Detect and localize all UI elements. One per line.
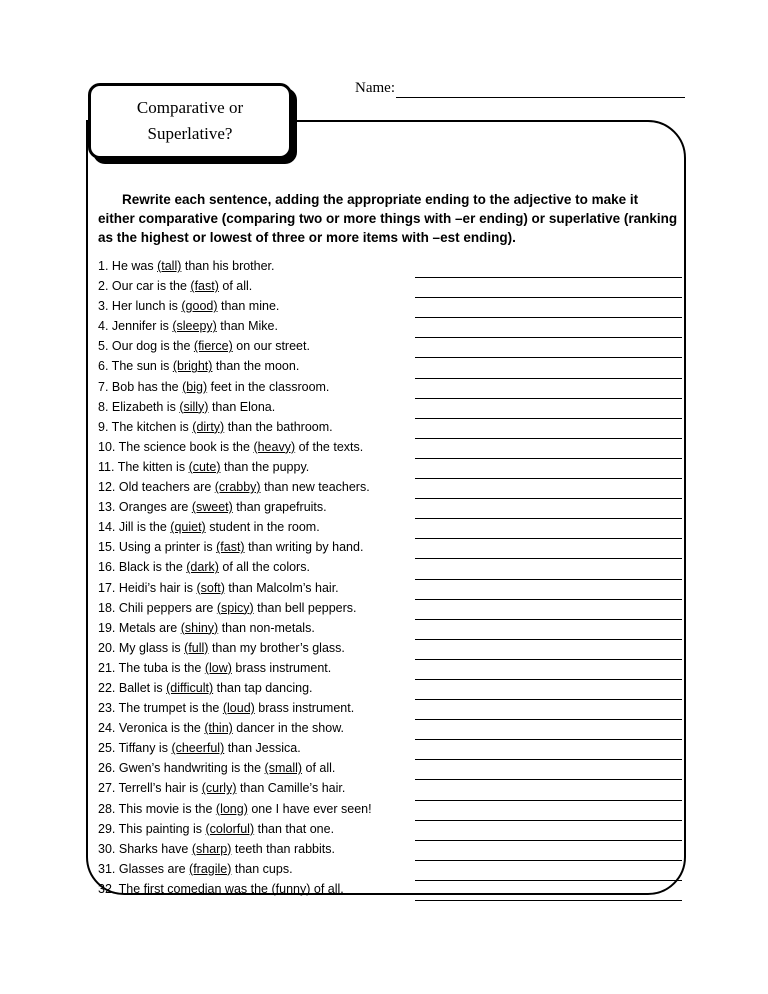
item-adjective: (cute) xyxy=(188,459,221,474)
answer-line[interactable] xyxy=(415,720,682,740)
answer-line[interactable] xyxy=(415,439,682,459)
answer-line[interactable] xyxy=(415,580,682,600)
item-number: 1. xyxy=(98,259,109,273)
item-text-after: of all. xyxy=(218,279,253,294)
answer-line[interactable] xyxy=(415,821,682,841)
item-text-before: Jennifer is xyxy=(108,319,173,334)
answer-line[interactable] xyxy=(415,419,682,439)
item-text-after: than new teachers. xyxy=(260,480,370,495)
item-adjective: (fierce) xyxy=(193,339,233,354)
item-number: 11. xyxy=(98,459,115,474)
answer-line[interactable] xyxy=(415,841,682,861)
item-number: 9. xyxy=(98,419,109,434)
list-item xyxy=(98,397,415,417)
item-text-before: The first comedian was the xyxy=(115,881,272,896)
item-number: 24. xyxy=(98,721,116,736)
item-number: 19. xyxy=(98,620,116,635)
item-adjective: (sleepy) xyxy=(172,319,217,334)
item-text-after: than grapefruits. xyxy=(232,500,327,515)
item-adjective: (difficult) xyxy=(166,680,214,695)
item-number: 3. xyxy=(98,299,109,314)
item-number: 29. xyxy=(98,821,116,836)
item-number: 20. xyxy=(98,640,116,655)
item-adjective: (full) xyxy=(184,640,209,655)
list-item xyxy=(98,598,415,618)
answer-line[interactable] xyxy=(415,459,682,479)
item-text-after: than writing by hand. xyxy=(244,540,364,555)
item-text-before: Ballet is xyxy=(115,680,167,695)
answer-line[interactable] xyxy=(415,379,682,399)
list-item xyxy=(98,377,415,397)
item-number: 16. xyxy=(98,560,116,575)
item-adjective: (quiet) xyxy=(170,520,206,535)
name-label: Name: xyxy=(355,80,395,96)
answer-line[interactable] xyxy=(415,780,682,800)
item-text-before: He was xyxy=(108,259,158,273)
item-text-before: The kitchen is xyxy=(108,419,193,434)
item-text-after: brass instrument. xyxy=(254,701,355,716)
item-adjective: (small) xyxy=(264,761,303,776)
item-text-after: than Jessica. xyxy=(224,741,301,756)
item-text-after: than the bathroom. xyxy=(224,419,333,434)
item-text-after: than tap dancing. xyxy=(213,680,313,695)
item-adjective: (heavy) xyxy=(253,439,296,454)
list-item xyxy=(98,678,415,698)
item-text-before: This painting is xyxy=(115,821,206,836)
list-item xyxy=(98,698,415,718)
item-text-before: The trumpet is the xyxy=(115,701,223,716)
title-line-2: Superlative? xyxy=(147,124,233,143)
item-text-after: than cups. xyxy=(231,861,293,876)
item-adjective: (soft) xyxy=(196,580,225,595)
item-text-after: of all. xyxy=(310,881,344,896)
item-number: 31. xyxy=(98,861,116,876)
item-number: 5. xyxy=(98,339,109,354)
item-text-after: of the texts. xyxy=(295,439,364,454)
item-number: 10. xyxy=(98,439,116,454)
item-text-before: This movie is the xyxy=(115,801,216,816)
instructions-text: Rewrite each sentence, adding the appropriate ending to the adjective to make it either comparative (comparing two or more things with –er ending) or superlative (ranking as the highest or lowest of three or more items with –est ending). xyxy=(98,192,678,245)
item-text-after: brass instrument. xyxy=(231,660,332,675)
item-number: 17. xyxy=(98,580,116,595)
item-text-before: Our dog is the xyxy=(108,339,194,354)
item-adjective: (bright) xyxy=(172,359,213,374)
title-plaque xyxy=(88,83,292,159)
sentence-list xyxy=(98,256,415,901)
list-item xyxy=(98,557,415,577)
item-text-before: Bob has the xyxy=(108,379,183,394)
item-text-before: The kitten is xyxy=(114,459,189,474)
name-field-row xyxy=(355,80,685,98)
item-text-before: Terrell’s hair is xyxy=(115,781,202,796)
item-text-after: teeth than rabbits. xyxy=(231,841,335,856)
item-number: 7. xyxy=(98,379,109,394)
list-item xyxy=(98,296,415,316)
answer-line[interactable] xyxy=(415,479,682,499)
item-text-before: Heidi’s hair is xyxy=(115,580,197,595)
item-text-before: Oranges are xyxy=(115,500,192,515)
list-item xyxy=(98,859,415,879)
answer-line[interactable] xyxy=(415,338,682,358)
item-text-after: of all. xyxy=(302,761,336,776)
item-text-after: than Malcolm’s hair. xyxy=(224,580,339,595)
item-text-after: than Camille’s hair. xyxy=(236,781,346,796)
item-adjective: (dirty) xyxy=(192,419,225,434)
item-adjective: (crabby) xyxy=(214,480,261,495)
answer-line[interactable] xyxy=(415,559,682,579)
item-text-before: Our car is the xyxy=(108,279,191,294)
list-item xyxy=(98,819,415,839)
item-text-before: My glass is xyxy=(115,640,185,655)
answer-line[interactable] xyxy=(415,278,682,298)
list-item xyxy=(98,758,415,778)
item-text-after: than the puppy. xyxy=(220,459,310,474)
answer-line[interactable] xyxy=(415,760,682,780)
answer-line[interactable] xyxy=(415,258,682,278)
item-number: 28. xyxy=(98,801,116,816)
item-text-after: than mine. xyxy=(217,299,280,314)
item-text-before: Tiffany is xyxy=(115,741,172,756)
list-item xyxy=(98,879,415,899)
answer-line[interactable] xyxy=(415,680,682,700)
item-text-before: Her lunch is xyxy=(108,299,182,314)
item-number: 18. xyxy=(98,600,116,615)
item-adjective: (curly) xyxy=(201,781,237,796)
list-item xyxy=(98,356,415,376)
answer-line[interactable] xyxy=(415,861,682,881)
item-adjective: (big) xyxy=(182,379,208,394)
item-adjective: (spicy) xyxy=(216,600,254,615)
list-item xyxy=(98,437,415,457)
item-text-before: Chili peppers are xyxy=(115,600,217,615)
item-adjective: (sweet) xyxy=(191,500,233,515)
list-item xyxy=(98,618,415,638)
item-adjective: (thin) xyxy=(204,721,233,736)
item-text-before: Gwen’s handwriting is the xyxy=(115,761,265,776)
item-number: 12. xyxy=(98,480,116,495)
item-number: 13. xyxy=(98,500,116,515)
list-item xyxy=(98,638,415,658)
item-number: 26. xyxy=(98,761,116,776)
answer-line[interactable] xyxy=(415,539,682,559)
answer-line[interactable] xyxy=(415,499,682,519)
list-item xyxy=(98,718,415,738)
item-number: 8. xyxy=(98,399,109,414)
worksheet-body xyxy=(98,256,682,901)
answer-line[interactable] xyxy=(415,700,682,720)
item-adjective: (fast) xyxy=(190,279,219,294)
answer-line[interactable] xyxy=(415,801,682,821)
item-text-after: than Elona. xyxy=(208,399,276,414)
item-text-before: The sun is xyxy=(108,359,173,374)
item-adjective: (low) xyxy=(204,660,232,675)
list-item xyxy=(98,417,415,437)
list-item xyxy=(98,839,415,859)
list-item xyxy=(98,578,415,598)
item-text-after: than bell peppers. xyxy=(253,600,357,615)
item-text-after: student in the room. xyxy=(205,520,320,535)
answer-line[interactable] xyxy=(415,358,682,378)
list-item xyxy=(98,778,415,798)
list-item xyxy=(98,336,415,356)
item-number: 15. xyxy=(98,540,116,555)
item-number: 6. xyxy=(98,359,109,374)
list-item xyxy=(98,316,415,336)
list-item xyxy=(98,457,415,477)
item-text-after: of all the colors. xyxy=(218,560,310,575)
item-text-after: on our street. xyxy=(232,339,310,354)
list-item xyxy=(98,658,415,678)
list-item xyxy=(98,477,415,497)
answer-line[interactable] xyxy=(415,640,682,660)
item-text-before: Elizabeth is xyxy=(108,399,180,414)
item-adjective: (long) xyxy=(215,801,248,816)
item-text-after: dancer in the show. xyxy=(232,721,345,736)
answer-line[interactable] xyxy=(415,399,682,419)
item-text-after: one I have ever seen! xyxy=(247,801,372,816)
item-number: 30. xyxy=(98,841,116,856)
item-number: 14. xyxy=(98,520,116,535)
item-text-after: than his brother. xyxy=(181,259,275,273)
item-number: 23. xyxy=(98,701,116,716)
answer-line[interactable] xyxy=(415,600,682,620)
item-adjective: (funny) xyxy=(271,881,311,896)
answer-line[interactable] xyxy=(415,740,682,760)
list-item xyxy=(98,276,415,296)
item-text-before: Sharks have xyxy=(115,841,192,856)
item-text-after: feet in the classroom. xyxy=(207,379,330,394)
answer-lines xyxy=(415,256,682,901)
item-adjective: (silly) xyxy=(179,399,209,414)
item-number: 32. xyxy=(98,881,116,896)
name-input-line[interactable] xyxy=(396,83,685,98)
item-adjective: (loud) xyxy=(222,701,255,716)
list-item xyxy=(98,497,415,517)
item-text-before: Glasses are xyxy=(115,861,190,876)
item-text-after: than that one. xyxy=(254,821,335,836)
item-adjective: (good) xyxy=(181,299,218,314)
item-text-before: Jill is the xyxy=(115,520,171,535)
item-text-before: Old teachers are xyxy=(115,480,215,495)
item-number: 2. xyxy=(98,279,109,294)
list-item xyxy=(98,738,415,758)
item-number: 4. xyxy=(98,319,109,334)
item-text-before: Metals are xyxy=(115,620,181,635)
item-adjective: (fast) xyxy=(216,540,245,555)
list-item xyxy=(98,517,415,537)
item-text-before: The tuba is the xyxy=(115,660,205,675)
item-number: 25. xyxy=(98,741,116,756)
item-text-after: than my brother’s glass. xyxy=(208,640,345,655)
list-item xyxy=(98,799,415,819)
item-number: 22. xyxy=(98,680,116,695)
answer-line[interactable] xyxy=(415,660,682,680)
item-adjective: (dark) xyxy=(186,560,219,575)
answer-line[interactable] xyxy=(415,298,682,318)
item-number: 27. xyxy=(98,781,116,796)
item-adjective: (shiny) xyxy=(180,620,219,635)
answer-line[interactable] xyxy=(415,318,682,338)
item-adjective: (cheerful) xyxy=(171,741,225,756)
item-text-after: than non-metals. xyxy=(218,620,315,635)
answer-line[interactable] xyxy=(415,881,682,901)
item-adjective: (fragile) xyxy=(189,861,232,876)
title-line-1: Comparative or xyxy=(136,98,244,117)
item-adjective: (sharp) xyxy=(191,841,232,856)
item-number: 21. xyxy=(98,660,116,675)
item-text-after: than the moon. xyxy=(212,359,300,374)
item-text-after: than Mike. xyxy=(216,319,278,334)
list-item xyxy=(98,537,415,557)
answer-line[interactable] xyxy=(415,519,682,539)
item-text-before: The science book is the xyxy=(115,439,254,454)
item-adjective: (colorful) xyxy=(205,821,255,836)
item-text-before: Black is the xyxy=(115,560,187,575)
item-text-before: Veronica is the xyxy=(115,721,205,736)
item-text-before: Using a printer is xyxy=(115,540,217,555)
item-adjective: (tall) xyxy=(157,259,182,273)
list-item xyxy=(98,256,415,276)
answer-line[interactable] xyxy=(415,620,682,640)
